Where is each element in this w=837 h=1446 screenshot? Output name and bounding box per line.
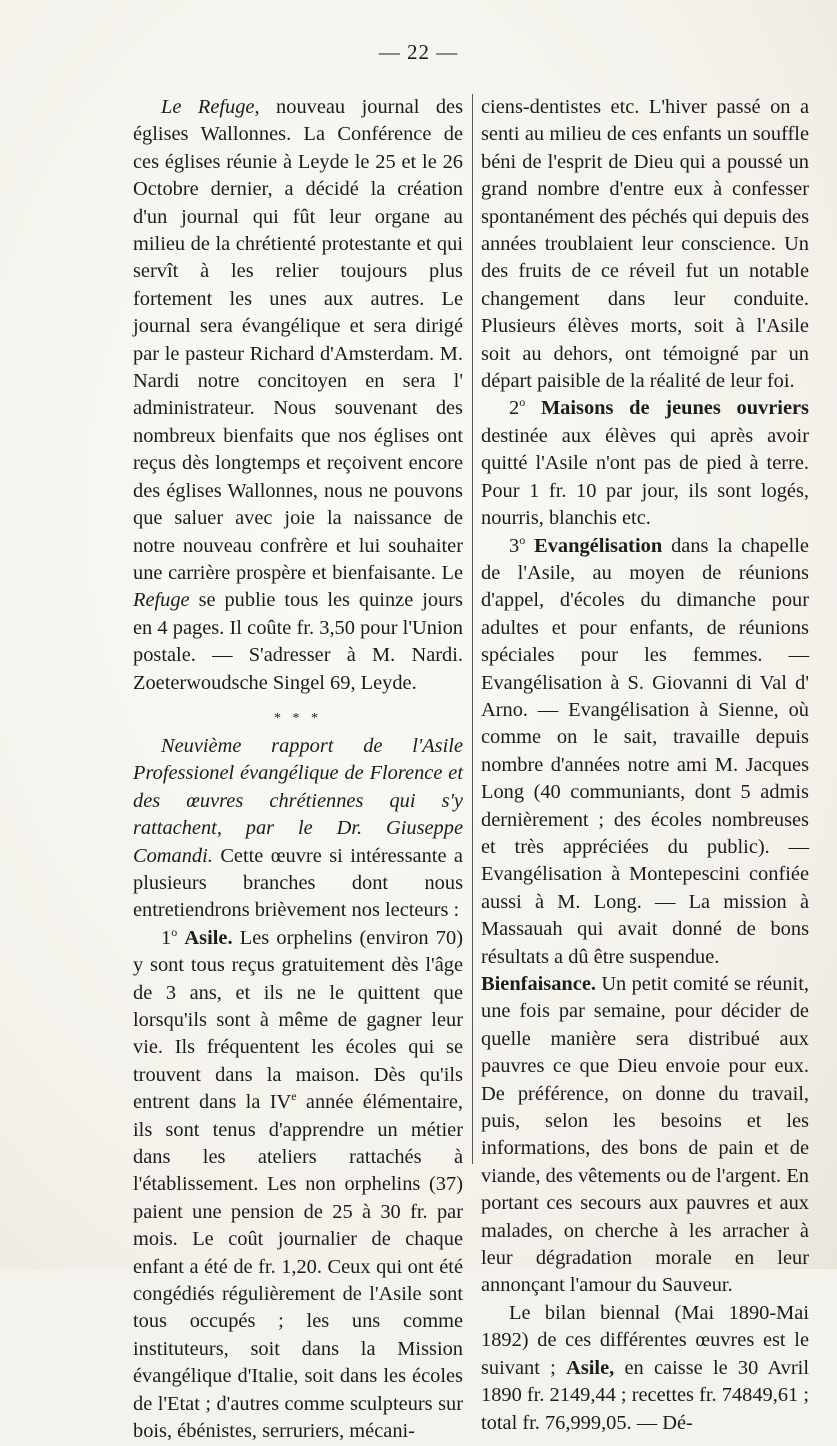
paragraph-text-cont: se publie tous les quinze jours en 4 pages. Il coûte fr. 3,50 pour l'Union postale. — S'adresser à M. Nardi. Zoeterwoudsche Singel 69, Leyde. — [133, 589, 463, 694]
paragraph-maisons — [481, 395, 809, 532]
journal-title-repeat: Refuge — [133, 589, 190, 612]
item-number: 2 — [509, 397, 520, 420]
paragraph-text: , nouveau journal des églises Wallonnes. La Conférence de ces églises réunie à Leyde le 25 et le 26 Octobre dernier, a décidé la création d'un journal qui fût leur organe au milieu de la chrétienté protestante et qui servît à les relier toujours plus fortement les unes aux autres. Le journal sera évangélique et sera dirigé par le pasteur Richard d'Amsterdam. M. Nardi notre concitoyen en sera l' administrateur. Nous souvenant des nombreux bienfaits que nos églises ont reçus dès longtemps et reçoivent encore des églises Wallonnes, nous ne pouvons que saluer avec joie la naissance de notre nouveau confrère et lui souhaiter une carrière prospère et bienfaisante. Le — [133, 96, 464, 584]
right-column — [481, 94, 809, 1437]
report-title: Neuvième rapport de l'Asile Professionel évangélique de Florence et des œuvres chrétiennes qui s'y rattachent, par le Dr. Giuseppe Comandi. — [133, 734, 463, 867]
inline-heading-asile: Asile, — [566, 1356, 615, 1379]
item-number-sup: o — [171, 924, 178, 939]
paragraph-rapport-asile — [133, 733, 463, 925]
item-number-sup: o — [519, 395, 526, 410]
section-heading-maisons: Maisons de jeunes ouvriers — [540, 397, 809, 420]
column-divider — [472, 94, 473, 1164]
journal-title: Le Refuge — [161, 96, 255, 118]
paragraph-evangelisation — [481, 533, 809, 972]
left-column — [133, 94, 463, 1446]
paragraph-bienfaisance — [481, 971, 809, 1300]
paragraph-text: Les orphelins (environ 70) y sont tous reçus gratuitement dès l'âge de 3 ans, et ils ne le quittent que lorsqu'ils sont à même de gagner leur vie. Ils fréquentent les écoles qui se trouvent dans la maison. Dès qu'ils entrent dans la IV — [133, 926, 463, 1114]
paragraph-le-refuge — [133, 94, 463, 697]
section-heading-evangelisation: Evangélisation — [534, 534, 663, 557]
paragraph-text-cont: année élémentaire, ils sont tenus d'apprendre un métier dans les ateliers rattachés à l'établissement. Les non orphelins (37) paient une pension de 25 à 30 fr. par mois. Le coût journalier de chaque enfant a été de fr. 1,20. Ceux qui ont été congédiés régulièrement de l'Asile sont tous occupés ; les uns comme instituteurs, soit dans la Mission évangélique d'Italie, soit dans les écoles de l'Etat ; d'autres comme sculpteurs sur bois, ébénistes, serruriers, mécani- — [133, 1091, 463, 1443]
paragraph-text: Le bilan biennal (Mai 1890-Mai 1892) de ces différentes œuvres est le suivant ; — [481, 1301, 809, 1379]
item-number-sup: o — [519, 532, 526, 547]
item-number: 3 — [509, 534, 520, 557]
paragraph-text: destinée aux élèves qui après avoir quitté l'Asile n'ont pas de pied à terre. Pour 1 fr. 10 par jour, ils sont logés, nourris, blanchis etc. — [481, 424, 809, 530]
paragraph-text: dans la chapelle de l'Asile, au moyen de réunions d'appel, d'écoles du dimanche pour adultes et pour enfants, de réunions spéciales pour les femmes. — Evangélisation à S. Giovanni di Val d' Arno. — Evangélisation à Sienne, où comme on le sait, travaille depuis nombre d'années notre ami M. Jacques Long (40 communiants, dont 5 admis dernièrement ; des écoles nombreuses et très appréciées du public). — Evangélisation à Montepescini confiée aussi à M. Long. — La mission à Massauah qui avait donné de bons résultats a dû être suspendue. — [481, 534, 809, 968]
paragraph-continuation: ciens-dentistes etc. L'hiver passé on a senti au milieu de ces enfants un souffle béni de l'esprit de Dieu qui a poussé un grand nombre d'entre eux à confesser spontanément des péchés qui depuis des années troublaient leur conscience. Un des fruits de ce réveil fut un notable changement dans leur conduite. Plusieurs élèves morts, soit à l'Asile soit au dehors, ont témoigné par un départ paisible de la réalité de leur foi. — [481, 96, 809, 393]
page-number: — 22 — — [378, 40, 459, 64]
paragraph-bilan — [481, 1300, 809, 1437]
ordinal-sup: e — [291, 1089, 297, 1104]
item-number: 1 — [161, 926, 172, 949]
section-heading-asile: Asile. — [184, 926, 233, 949]
section-separator-stars: * * * — [274, 710, 322, 726]
paragraph-text-cont: en caisse le 30 Avril 1890 fr. 2149,44 ; recettes fr. 74849,61 ; total fr. 76,999,05. — Dé- — [481, 1356, 809, 1434]
section-heading-bienfaisance: Bienfaisance. — [481, 973, 596, 995]
paragraph-text: Un petit comité se réunit, une fois par semaine, pour décider de quelle manière sera distribué aux pauvres ce que Dieu envoie pour eux. De préférence, on donne du travail, puis, selon les besoins et les informations, des bons de pain et de viande, des vêtements ou de l'argent. En portant ces secours aux pauvres et aux malades, on cherche à les arracher à leur dégradation morale en leur annonçant l'amour du Sauveur. — [481, 973, 809, 1297]
paragraph-asile — [133, 925, 463, 1446]
paragraph-text: Cette œuvre si intéressante a plusieurs branches dont nous entretiendrons brièvement nos lecteurs : — [133, 844, 463, 922]
